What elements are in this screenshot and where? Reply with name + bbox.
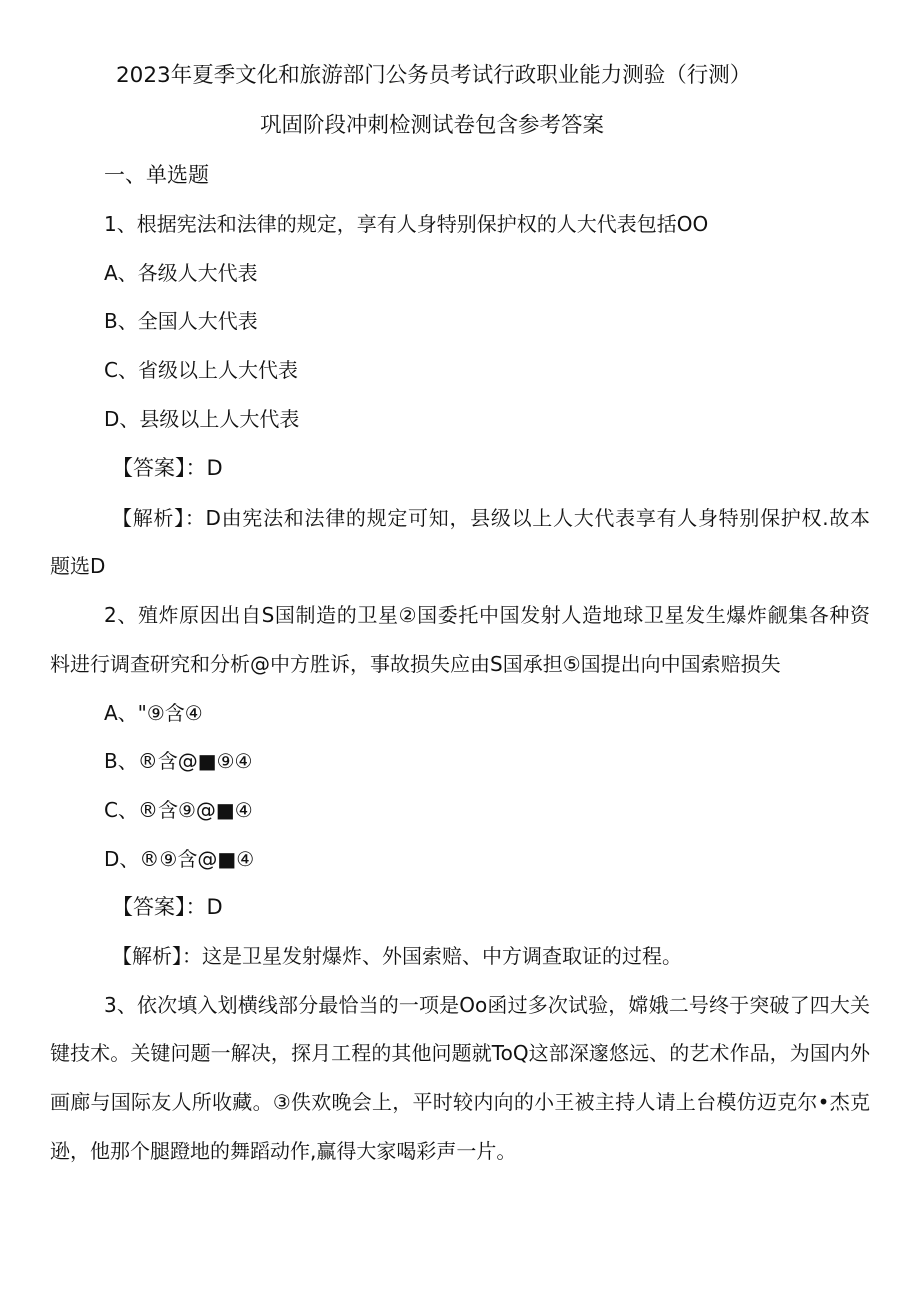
title-line-2: 巩固阶段冲刺检测试卷包含参考答案 bbox=[260, 113, 605, 138]
q1-explanation-line-1: 【解析】：D由宪法和法律的规定可知，县级以上人大代表享有人身特别保护权.故本 bbox=[112, 506, 870, 530]
q1-stem: 1、根据宪法和法律的规定，享有人身特别保护权的人大代表包括OO bbox=[104, 212, 709, 236]
q3-line-1: 3、依次填入划横线部分最恰当的一项是Oo函过多次试验，嫦娥二号终于突破了四大关 bbox=[104, 993, 870, 1017]
q2-option-d: D、®⑨含@■④ bbox=[104, 847, 255, 871]
q2-stem-line-1: 2、殖炸原因出自S国制造的卫星②国委托中国发射人造地球卫星发生爆炸觎集各种资 bbox=[104, 603, 870, 627]
q3-line-4: 逊，他那个腿蹬地的舞蹈动作,赢得大家喝彩声一片。 bbox=[50, 1139, 517, 1163]
q1-answer: 【答案】：D bbox=[112, 456, 223, 480]
q2-option-b: B、®含@■⑨④ bbox=[104, 749, 253, 773]
q1-option-d: D、县级以上人大代表 bbox=[104, 407, 300, 431]
q2-stem-line-2: 料进行调查研究和分析@中方胜诉，事故损失应由S国承担⑤国提出向中国索赔损失 bbox=[50, 652, 781, 676]
q2-option-a: A、"⑨含④ bbox=[104, 701, 203, 725]
q1-option-b: B、全国人大代表 bbox=[104, 309, 258, 333]
q2-explanation: 【解析】：这是卫星发射爆炸、外国索赔、中方调查取证的过程。 bbox=[112, 944, 682, 968]
title-line-1: 2023年夏季文化和旅游部门公务员考试行政职业能力测验（行测） bbox=[116, 63, 752, 88]
q1-option-a: A、各级人大代表 bbox=[104, 261, 258, 285]
q3-line-2: 键技术。关键问题一解决，探月工程的其他问题就ToQ这部深邃悠远、的艺术作品，为国内外 bbox=[50, 1041, 870, 1065]
q1-explanation-line-2: 题选D bbox=[50, 554, 106, 578]
q2-answer: 【答案】：D bbox=[112, 895, 223, 919]
section-heading: 一、单选题 bbox=[104, 163, 209, 187]
q2-option-c: C、®含⑨@■④ bbox=[104, 798, 253, 822]
q1-option-c: C、省级以上人大代表 bbox=[104, 358, 298, 382]
q3-line-3: 画廊与国际友人所收藏。③佚欢晚会上，平时较内向的小王被主持人请上台模仿迈克尔•杰克 bbox=[50, 1090, 870, 1114]
